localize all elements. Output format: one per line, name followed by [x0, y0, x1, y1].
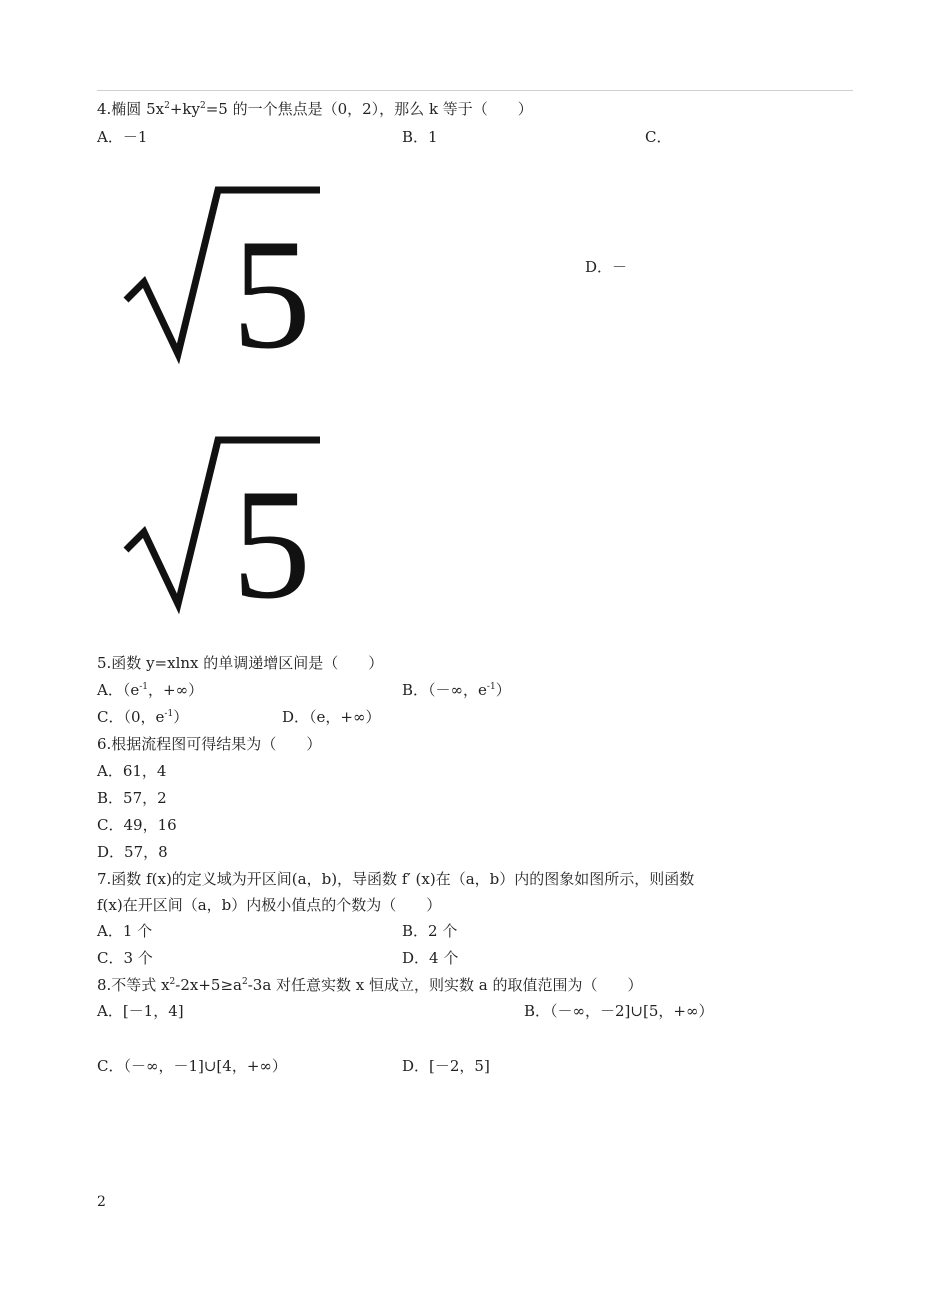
- q4-option-a: A．－1: [97, 128, 148, 146]
- q4-stem: 4.椭圆 $5x^2+ky^2=5$ 的一个焦点是（0，2），那么 k 等于（ ）: [97, 100, 533, 118]
- q8-option-b: B．（－∞，－2]∪[5，+∞）: [524, 1002, 714, 1020]
- header-rule: [97, 90, 853, 91]
- svg-text:5: 5: [232, 207, 311, 367]
- svg-text:5: 5: [232, 457, 311, 617]
- q7-option-d: D．4 个: [402, 949, 459, 967]
- q7-option-a: A．1 个: [97, 922, 153, 940]
- q7-option-c: C．3 个: [97, 949, 153, 967]
- q5-stem: 5.函数 y=xlnx 的单调递增区间是（ ）: [97, 654, 384, 672]
- q8-option-d: D．[－2，5]: [402, 1057, 490, 1075]
- q7-stem-line2: f(x)在开区间（a，b）内极小值点的个数为（ ）: [97, 896, 442, 914]
- q8-option-a: A．[－1，4]: [97, 1002, 184, 1020]
- q6-stem: 6.根据流程图可得结果为（ ）: [97, 735, 322, 753]
- q4-option-b: B．1: [402, 128, 438, 146]
- sqrt5-image-2: [118, 432, 328, 617]
- q4-option-c: C．: [645, 128, 672, 146]
- q6-option-a: A．61，4: [97, 762, 167, 780]
- q5-option-d: D．（e，+∞）: [282, 708, 381, 726]
- sqrt5-image-1: [118, 182, 328, 367]
- q7-option-b: B．2 个: [402, 922, 458, 940]
- q8-stem: 8.不等式 $x^2-2x+5\ge a^2-3a$ 对任意实数 x 恒成立，则实数 a 的取值范围为（ ）: [97, 976, 643, 994]
- q5-option-c: C．（0，$e^{-1}$）: [97, 708, 189, 726]
- q5-option-b: B．（－∞，$e^{-1}$）: [402, 681, 511, 699]
- q8-option-c: C．（－∞，－1]∪[4，+∞）: [97, 1057, 287, 1075]
- q7-stem-line1: 7.函数 f(x)的定义域为开区间(a，b)，导函数 f′ (x)在（a，b）内的图象如图所示，则函数: [97, 870, 695, 888]
- page-number: 2: [97, 1194, 106, 1210]
- q5-option-a: A．（$e^{-1}$，+∞）: [97, 681, 204, 699]
- q6-option-b: B．57，2: [97, 789, 167, 807]
- q4-option-d: D．－: [585, 258, 628, 276]
- q6-option-d: D．57，8: [97, 843, 168, 861]
- q6-option-c: C．49，16: [97, 816, 177, 834]
